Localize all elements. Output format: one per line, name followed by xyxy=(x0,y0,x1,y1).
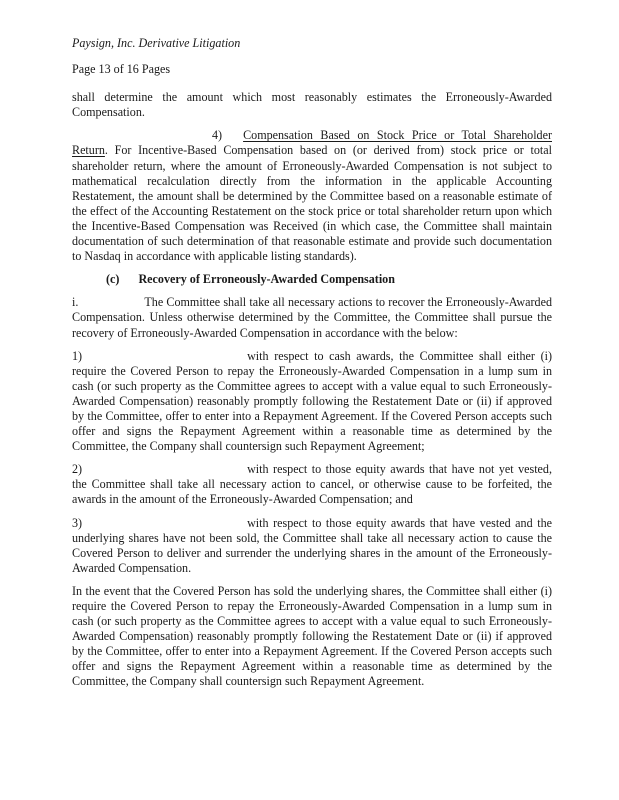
paragraph-item-1 xyxy=(72,349,552,455)
tab-spacer xyxy=(72,138,212,139)
document-header xyxy=(72,36,552,77)
paragraph-item-4 xyxy=(72,128,552,264)
tab-spacer xyxy=(82,359,247,360)
paragraph-final: In the event that the Covered Person has sold the underlying shares, the Committee shall either (i) require the Covered Person to repay the Erroneously-Awarded Compensation in a lump sum in cash (or such property as the Committee agrees to accept with a value equal to such Erroneously-Awarded Compensation) reasonably promptly following the Restatement Date or (ii) if approved by the Committee, offer to enter into a Repayment Agreement. If the Covered Person accepts such offer and signs the Repayment Agreement within a reasonable time as determined by the Committee, the Company shall countersign such Repayment Agreement. xyxy=(72,583,552,689)
item-4-heading: Compensation Based on Stock Price or Total Shareholder Return xyxy=(72,128,552,158)
item-4-text: . For Incentive-Based Compensation based on (or derived from) stock price or total shareholder return, where the amount of Erroneously-Awarded Compensation is not subject to mathematical recalculation directly from the information in the applicable Accounting Restatement, the amount shall be determined by the Committee based on a reasonable estimate of the effect of the Accounting Restatement on the stock price or total shareholder return upon which the Incentive-Based Compensation was Received (in which case, the Committee shall maintain documentation of such determination of that reasonable estimate and provide such documentation to Nasdaq in accordance with applicable listing standards). xyxy=(72,143,552,264)
item-2-number: 2) xyxy=(72,462,83,477)
section-c-heading xyxy=(72,272,552,287)
case-title: Paysign, Inc. Derivative Litigation xyxy=(72,36,241,50)
paragraph-continuation: shall determine the amount which most reasonably estimates the Erroneously-Awarded Compensation. xyxy=(72,90,552,120)
item-2-text: with respect to those equity awards that have not yet vested, the Committee shall take all necessary action to cancel, or otherwise cause to be forfeited, the awards in the amount of the Erroneously-Awarded Compensation; and xyxy=(72,462,552,507)
paragraph-item-2 xyxy=(72,462,552,507)
page-number-label: Page 13 of 16 Pages xyxy=(72,62,171,77)
item-4-number: 4) xyxy=(212,128,223,143)
tab-spacer xyxy=(222,138,243,139)
tab-spacer xyxy=(119,282,138,283)
tab-spacer xyxy=(82,472,247,473)
item-i-text: The Committee shall take all necessary actions to recover the Erroneously-Awarded Compensation. Unless otherwise determined by the Committee, the Committee shall pursue the recovery of Erroneously-Awarded Compensation in accordance with the below: xyxy=(72,295,552,340)
item-3-number: 3) xyxy=(72,515,83,530)
item-1-text: with respect to cash awards, the Committee shall either (i) require the Covered Person to repay the Erroneously-Awarded Compensation in a lump sum in cash (or such property as the Committee agrees to accept with a value equal to such Erroneously-Awarded Compensation) reasonably promptly following the Restatement Date or (ii) if approved by the Committee, offer to enter into a Repayment Agreement. If the Covered Person accepts such offer and signs the Repayment Agreement within a reasonable time as determined by the Committee, the Company shall countersign such Repayment Agreement; xyxy=(72,348,552,454)
tab-spacer xyxy=(72,282,106,283)
tab-spacer xyxy=(78,305,144,306)
section-c-title: Recovery of Erroneously-Awarded Compensation xyxy=(138,272,395,287)
item-1-number: 1) xyxy=(72,348,83,363)
item-3-text: with respect to those equity awards that have vested and the underlying shares have not been sold, the Committee shall take all necessary action to cause the Covered Person to deliver and surrender the underlying shares in the amount of the Erroneously-Awarded Compensation. xyxy=(72,515,552,575)
paragraph-item-i xyxy=(72,295,552,340)
paragraph-item-3 xyxy=(72,516,552,576)
tab-spacer xyxy=(82,526,247,527)
item-i-number: i. xyxy=(72,295,79,310)
section-c-label: (c) xyxy=(106,272,120,287)
